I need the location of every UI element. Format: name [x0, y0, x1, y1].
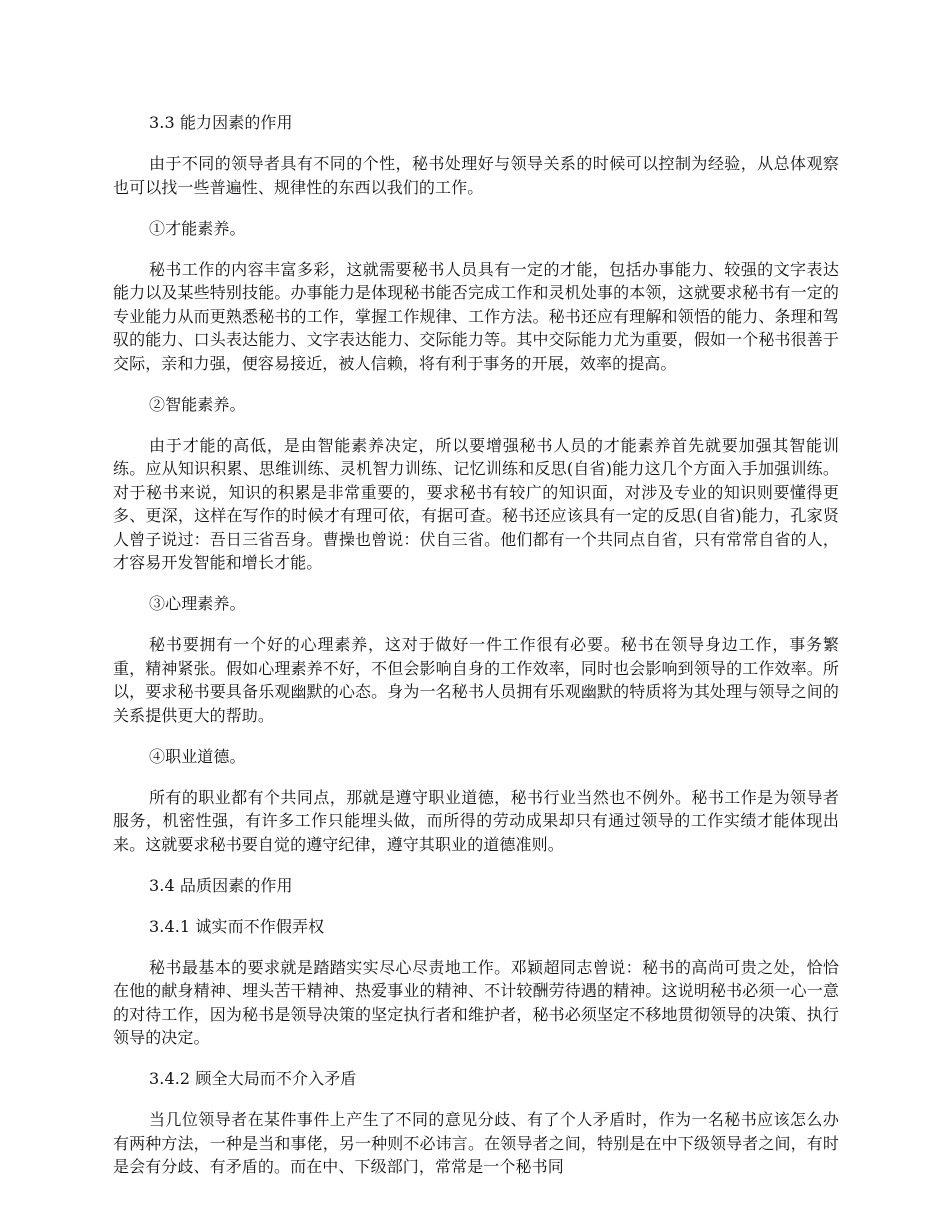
- heading-3-4-2: 3.4.2 顾全大局而不介入矛盾: [149, 1069, 357, 1088]
- paragraph-ethics: 所有的职业都有个共同点，那就是遵守职业道德，秘书行业当然也不例外。秘书工作是为领导者服务，机密性强，有许多工作只能埋头做，而所得的劳动成果却只有通过领导的工作实绩才能体现出来。这就要求秘书要自觉的遵守纪律，遵守其职业的道德准则。: [113, 787, 839, 854]
- paragraph-psychology: 秘书要拥有一个好的心理素养，这对于做好一件工作很有必要。秘书在领导身边工作，事务繁重，精神紧张。假如心理素养不好，不但会影响自身的工作效率，同时也会影响到领导的工作效率。所以，要求秘书要具备乐观幽默的心态。身为一名秘书人员拥有乐观幽默的特质将为其处理与领导之间的关系提供更大的帮助。: [113, 635, 839, 725]
- heading-talent: ①才能素养。: [149, 218, 246, 238]
- heading-intelligence: ②智能素养。: [149, 394, 246, 414]
- heading-3-3: 3.3 能力因素的作用: [149, 113, 293, 132]
- heading-ethics: ④职业道德。: [149, 746, 246, 766]
- paragraph-honesty: 秘书最基本的要求就是踏踏实实尽心尽责地工作。邓颖超同志曾说：秘书的高尚可贵之处，恰恰在他的献身精神、埋头苦干精神、热爱事业的精神、不计较酬劳待遇的精神。这说明秘书必须一心一意的对待工作，因为秘书是领导决策的坚定执行者和维护者，秘书必须坚定不移地贯彻领导的决策、执行领导的决定。: [113, 957, 839, 1047]
- heading-3-4: 3.4 品质因素的作用: [149, 875, 293, 895]
- heading-psychology: ③心理素养。: [149, 594, 246, 613]
- paragraph-intelligence: 由于才能的高低，是由智能素养决定，所以要增强秘书人员的才能素养首先就要加强其智能训练。应从知识积累、思维训练、灵机智力训练、记忆训练和反思(自省)能力这几个方面入手加强训练。对于秘书来说，知识的积累是非常重要的，要求秘书有较广的知识面，对涉及专业的知识则要懂得更多、更深，这样在写作的时候才有理可依，有据可查。秘书还应该具有一定的反思(自省)能力，孔家贤人曾子说过：吾日三省吾身。曹操也曾说：伏自三省。他们都有一个共同点自省，只有常常自省的人，才容易开发智能和增长才能。: [113, 435, 839, 572]
- heading-3-4-1: 3.4.1 诚实而不作假弄权: [149, 916, 325, 936]
- paragraph-conflict: 当几位领导者在某件事件上产生了不同的意见分歧、有了个人矛盾时，作为一名秘书应该怎么办有两种方法，一种是当和事佬，另一种则不必讳言。在领导者之间，特别是在中下级领导者之间，有时是会有分歧、有矛盾的。而在中、下级部门，常常是一个秘书同: [113, 1110, 839, 1176]
- paragraph-intro: 由于不同的领导者具有不同的个性，秘书处理好与领导关系的时候可以控制为经验，从总体观察也可以找一些普遍性、规律性的东西以我们的工作。: [113, 154, 839, 197]
- document-page: [113, 111, 839, 1179]
- paragraph-talent: 秘书工作的内容丰富多彩，这就需要秘书人员具有一定的才能，包括办事能力、较强的文字表达能力以及某些特别技能。办事能力是体现秘书能否完成工作和灵机处事的本领，这就要求秘书有一定的专业能力从而更熟悉秘书的工作，掌握工作规律、工作方法。秘书还应有理解和领悟的能力、条理和驾驭的能力、口头表达能力、文字表达能力、交际能力等。其中交际能力尤为重要，假如一个秘书很善于交际，亲和力强，便容易接近，被人信赖，将有利于事务的开展，效率的提高。: [113, 259, 839, 373]
